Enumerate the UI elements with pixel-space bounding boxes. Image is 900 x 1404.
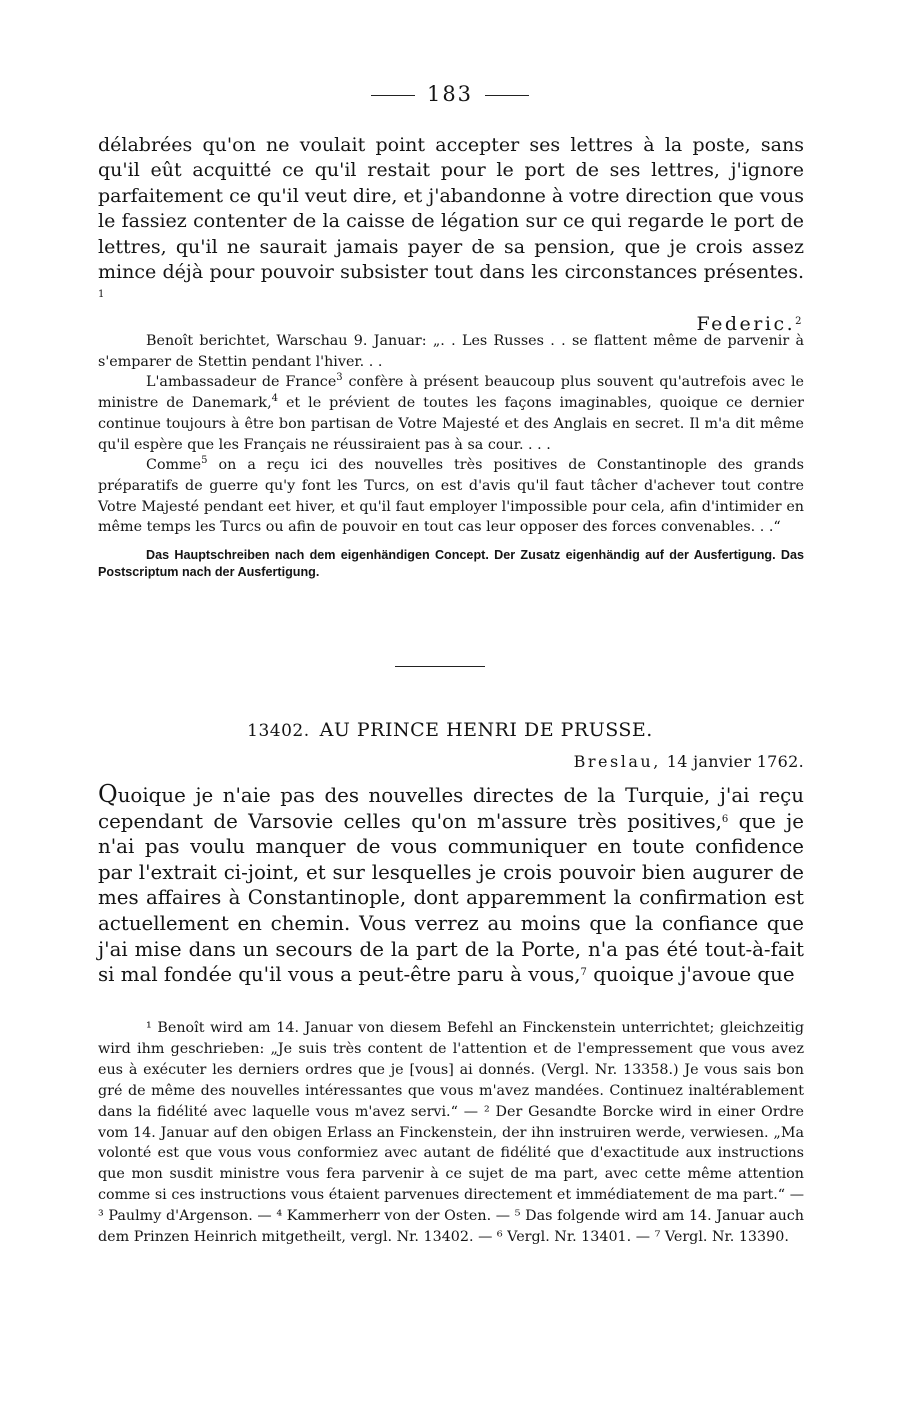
report-paragraph-2 <box>98 372 804 455</box>
report-p3-b: on a reçu ici des nouvelles très positives de Constantinople des grands préparatifs de guerre qu'y font les Turcs, on est d'avis qu'il faut tâcher d'achever tout contre Votre Majesté pendant eet hiver, et qu'il faut employer l'impossible pour cela, afin d'intimider en même temps les Turcs ou afin de pouvoir en tout cas leur opposer des forces convenables. . .“ <box>98 457 804 536</box>
letter-heading <box>0 719 900 741</box>
letter-number: 13402. <box>247 721 310 741</box>
letter-body-c: quoique j'avoue que <box>586 963 795 987</box>
note-ref-2: 2 <box>795 315 804 327</box>
letter-body-b: que je n'ai pas voulu manquer de vous communiquer en toute confidence par l'extrait ci-joint, et sur lesquelles je crois pouvoir bien augurer de mes affaires à Constantinople, dont apparemment la confirmation est actuellement en chemin. Vous verrez au moins que la confiance que j'ai mise dans un secours de la part de la Porte, n'a pas été tout-à-fait si mal fondée qu'il vous a peut-être paru à vous, <box>98 809 804 987</box>
letter-body-paragraph <box>98 782 804 988</box>
letter-continuation <box>98 133 804 336</box>
page-header <box>0 82 900 106</box>
initial-letter: Q <box>98 780 118 808</box>
header-dash-left <box>371 95 415 96</box>
section-divider <box>395 666 485 667</box>
note-ref-1: 1 <box>98 289 105 301</box>
letter-place: Breslau, <box>573 752 661 771</box>
note-ref-7: 7 <box>580 967 587 979</box>
note-ref-6: 6 <box>721 813 729 825</box>
letter-date: 14 janvier 1762. <box>666 752 804 771</box>
note-ref-5: 5 <box>201 455 208 467</box>
page-number: 183 <box>426 82 474 106</box>
footnotes <box>98 1018 804 1248</box>
header-dash-right <box>485 95 529 96</box>
letter-date-line <box>574 752 804 771</box>
report-paragraph-1: Benoît berichtet, Warschau 9. Januar: „. . Les Russes . . se flattent même de parvenir à s'emparer de Stettin pendant l'hiver. . . <box>98 333 804 370</box>
letter-end-paragraph <box>98 133 804 311</box>
note-ref-3: 3 <box>336 372 343 384</box>
letter-end-text: délabrées qu'on ne voulait point accepter ses lettres à la poste, sans qu'il eût acquitté ce qu'il restait pour le port de ses lettres, j'ignore parfaitement ce qu'il veut dire, et j'abandonne à votre direction que vous le fassiez contenter de la caisse de légation sur ce qui regarde le port de lettres, qu'il ne saurait jamais payer de sa pension, que je crois assez mince déjà pour pouvoir subsister tout dans les circonstances présentes. <box>98 134 804 284</box>
note-ref-4: 4 <box>271 393 278 405</box>
signature-text: Federic. <box>696 312 796 335</box>
letter-body <box>98 782 804 988</box>
report-p2-b: confère à présent beaucoup plus souvent qu'autrefois avec le ministre de Danemark, <box>98 374 804 412</box>
report-block <box>98 331 804 581</box>
report-paragraph-3 <box>98 455 804 538</box>
footnotes-text: ¹ Benoît wird am 14. Januar von diesem Befehl an Finckenstein unterrichtet; gleichzeitig wird ihm geschrieben: „Je suis très content de l'attention et de l'empressement que vous avez eus à exécuter les derniers ordres que je [vous] ai donnés. (Vergl. Nr. 13358.) Je vous sais bon gré de même des nouvelles intéressantes que vous m'avez mandées. Continuez inaltérablement dans la fidélité avec laquelle vous m'avez servi.“ — ² Der Gesandte Borcke wird in einer Ordre vom 14. Januar auf den obigen Erlass an Finckenstein, der ihn instruiren werde, verwiesen. „Ma volonté est que vous vous conformiez avec autant de fidélité que d'exactitude aux instructions que mon susdit ministre vous fera parvenir à ce sujet de ma part, avec cette même attention comme si ces instructions vous étaient parvenues directement et immédiatement de ma part.“ — ³ Paulmy d'Argenson. — ⁴ Kammerherr von der Osten. — ⁵ Das folgende wird am 14. Januar auch dem Prinzen Heinrich mitgetheilt, vergl. Nr. 13402. — ⁶ Vergl. Nr. 13401. — ⁷ Vergl. Nr. 13390. <box>98 1020 804 1246</box>
report-p3-a: Comme <box>146 457 202 474</box>
source-note: Das Hauptschreiben nach dem eigenhändigen Concept. Der Zusatz eigenhändig auf der Ausfertigung. Das Postscriptum nach der Ausfertigung. <box>98 548 804 580</box>
letter-body-a: uoique je n'aie pas des nouvelles directes de la Turquie, j'ai reçu cependant de Varsovie celles qu'on m'assure très positives, <box>98 784 804 833</box>
report-p2-c: et le prévient de toutes les façons imaginables, quoique ce dernier continue toujours à être bon partisan de Votre Majesté et des Anglais en secret. Il m'a dit même qu'il espère que les Français ne réussiraient pas à sa cour. . . . <box>98 395 804 453</box>
letter-title: AU PRINCE HENRI DE PRUSSE. <box>319 719 653 741</box>
report-p2-a: L'ambassadeur de France <box>146 374 337 391</box>
